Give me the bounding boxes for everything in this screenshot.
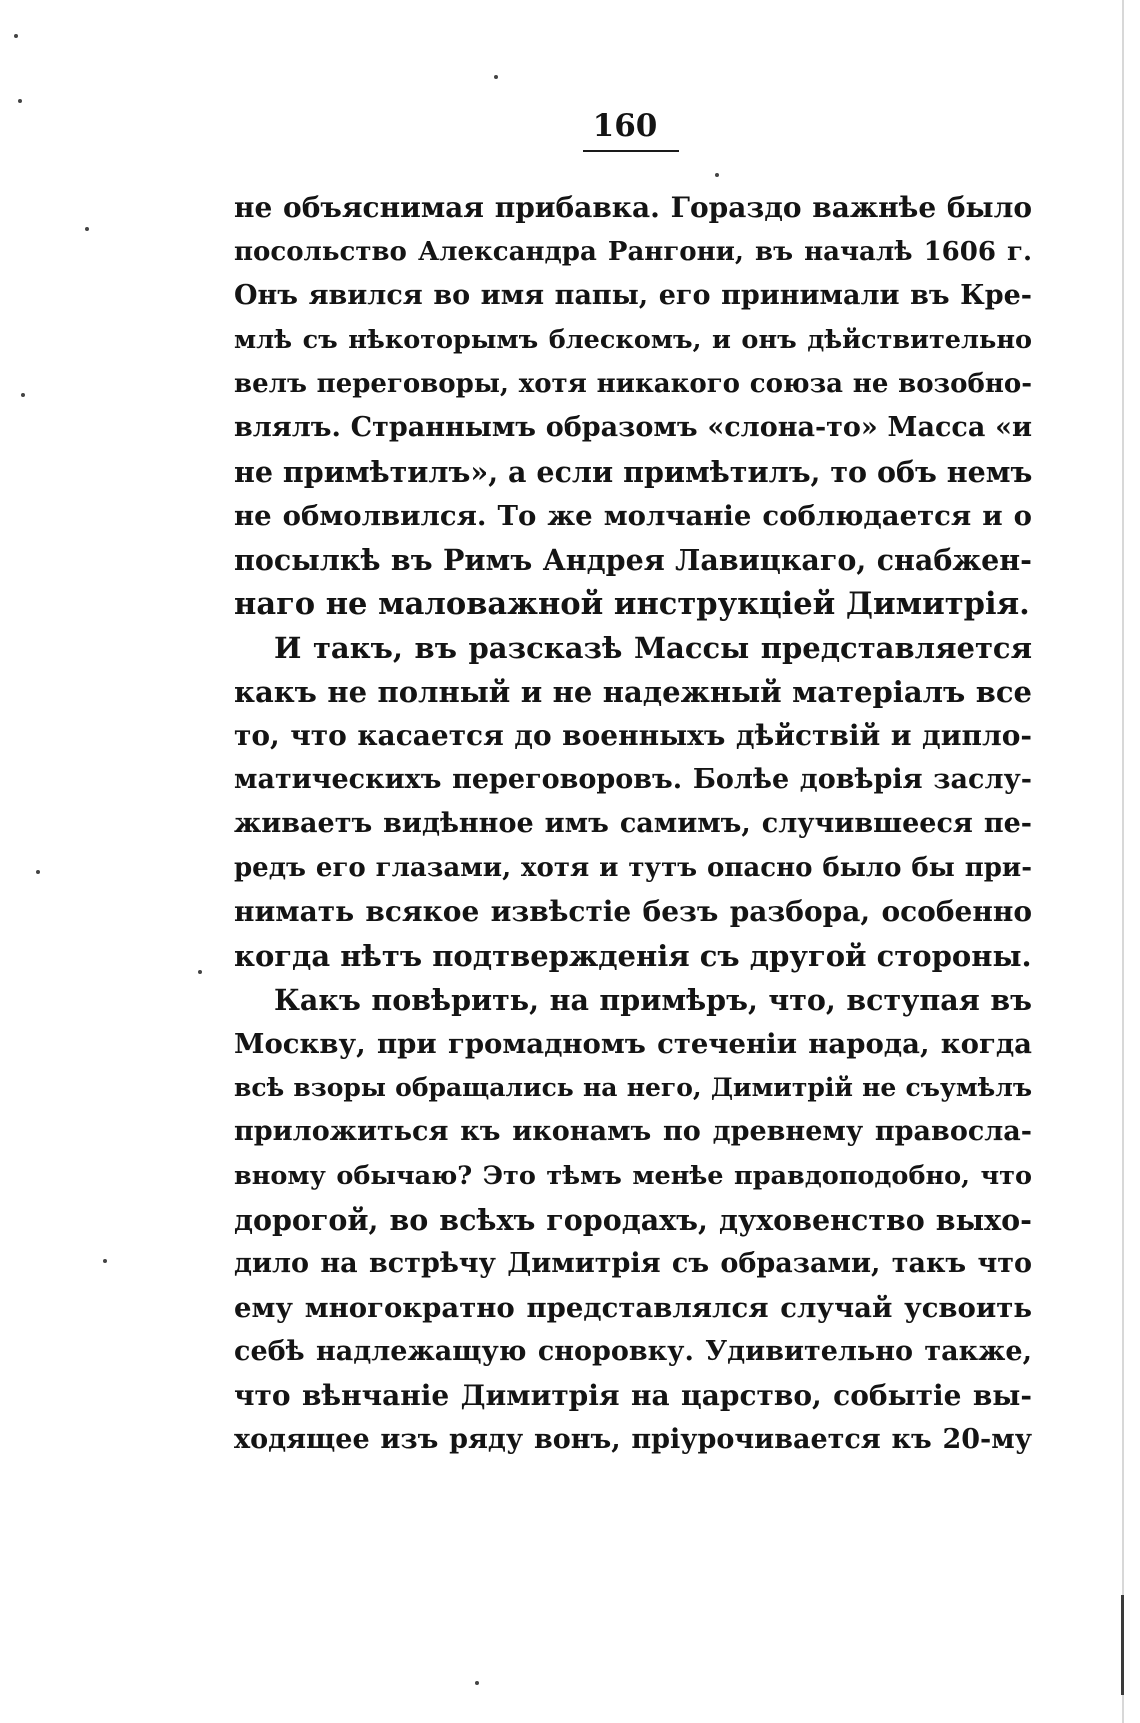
scan-speck xyxy=(475,1681,479,1685)
page-number: 160 xyxy=(592,108,658,144)
text-line: живаетъ видѣнное имъ самимъ, случившееся пе- xyxy=(234,808,1032,839)
scan-speck xyxy=(85,227,89,231)
text-line: Москву, при громадномъ стеченіи народа, когда xyxy=(234,1028,1032,1060)
body-text xyxy=(234,186,1032,1462)
text-line: посылкѣ въ Римъ Андрея Лавицкаго, снабжен- xyxy=(234,543,1032,577)
text-line-paragraph-start: Какъ повѣрить, на примѣръ, что, вступая въ xyxy=(274,983,1032,1017)
scan-speck xyxy=(18,99,22,103)
text-line: редъ его глазами, хотя и тутъ опасно было бы при- xyxy=(234,853,1032,883)
text-line: себѣ надлежащую сноровку. Удивительно также, xyxy=(234,1336,1032,1367)
text-line: что вѣнчаніе Димитрія на царство, событіе вы- xyxy=(234,1379,1032,1412)
text-line: влялъ. Страннымъ образомъ «слона-то» Масса «и xyxy=(234,412,1032,443)
text-line: какъ не полный и не надежный матеріалъ все xyxy=(234,675,1032,709)
scan-speck xyxy=(494,75,498,79)
text-line: млѣ съ нѣкоторымъ блескомъ, и онъ дѣйствительно xyxy=(234,325,1032,355)
text-line: нимать всякое извѣстіе безъ разбора, особенно xyxy=(234,895,1032,928)
text-line: ему многократно представлялся случай усвоить xyxy=(234,1292,1032,1324)
text-line-paragraph-end: наго не маловажной инструкціей Димитрія. xyxy=(234,586,1030,622)
page-edge-shadow-dark xyxy=(1121,1595,1124,1695)
text-line: приложиться къ иконамъ по древнему правосла- xyxy=(234,1116,1032,1147)
text-line: не обмолвился. То же молчаніе соблюдается и о xyxy=(234,500,1032,532)
text-line: матическихъ переговоровъ. Болѣе довѣрія заслу- xyxy=(234,764,1032,795)
scan-speck xyxy=(103,1259,107,1263)
text-line-paragraph-end: когда нѣтъ подтвержденія съ другой стороны. xyxy=(234,939,1032,973)
text-line: велъ переговоры, хотя никакого союза не возобно- xyxy=(234,369,1032,399)
text-line: не объяснимая прибавка. Гораздо важнѣе было xyxy=(234,191,1032,224)
text-line-paragraph-start: И такъ, въ разсказѣ Массы представляется xyxy=(274,631,1032,665)
scan-speck xyxy=(21,393,25,397)
text-line: посольство Александра Рангони, въ началѣ 1606 г. xyxy=(234,237,1032,267)
text-line: то, что касается до военныхъ дѣйствій и дипло- xyxy=(234,719,1032,752)
text-line: всѣ взоры обращались на него, Димитрій не съумѣлъ xyxy=(234,1073,1032,1102)
page-number-underline xyxy=(583,150,679,152)
scan-speck xyxy=(14,34,18,38)
text-line: не примѣтилъ», а если примѣтилъ, то объ немъ xyxy=(234,455,1032,489)
text-line: дорогой, во всѣхъ городахъ, духовенство выхо- xyxy=(234,1203,1032,1237)
scan-speck xyxy=(715,173,719,177)
scan-speck xyxy=(198,970,202,974)
text-line: вному обычаю? Это тѣмъ менѣе правдоподобно, что xyxy=(234,1161,1032,1191)
scan-speck xyxy=(36,870,40,874)
text-line: ходящее изъ ряду вонъ, пріурочивается къ 20-му xyxy=(234,1424,1032,1455)
page-edge-shadow xyxy=(1122,0,1124,1723)
text-line: Онъ явился во имя папы, его принимали въ Кре- xyxy=(234,280,1032,311)
text-line: дило на встрѣчу Димитрія съ образами, такъ что xyxy=(234,1248,1032,1279)
